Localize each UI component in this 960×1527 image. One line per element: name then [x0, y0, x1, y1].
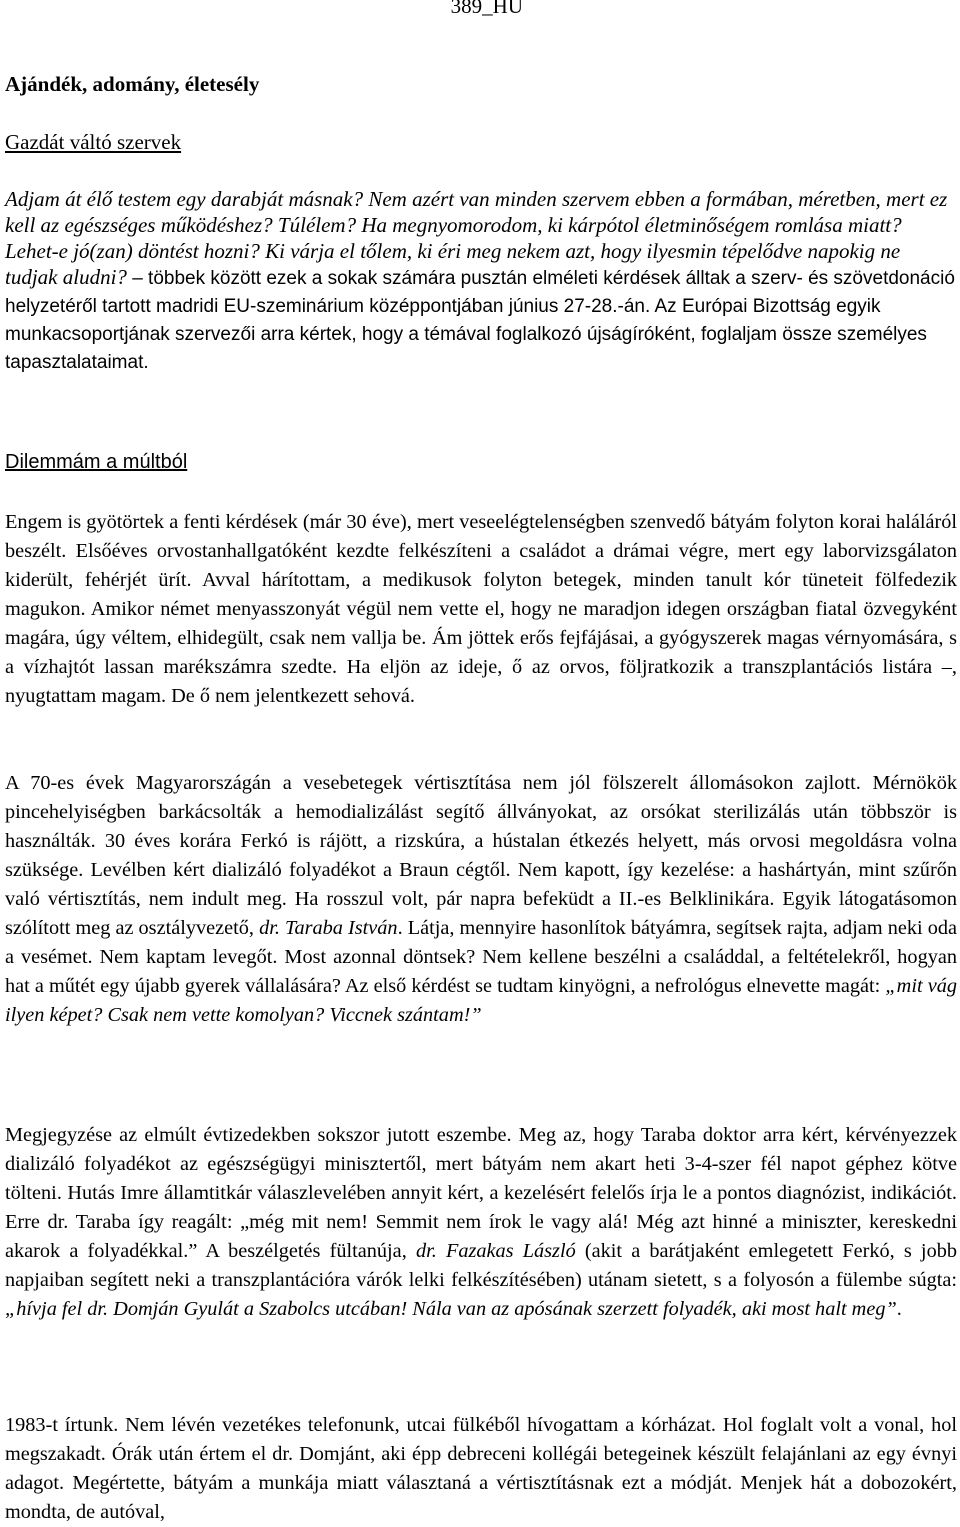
- doctor-name-taraba: dr. Taraba István: [259, 917, 398, 939]
- page-number: 389_HU: [450, 0, 523, 18]
- section-heading-organs: Gazdát váltó szervek: [5, 130, 182, 154]
- doctor-name-fazakas: dr. Fazakas László: [415, 1240, 576, 1262]
- paragraph-3: Megjegyzése az elmúlt évtizedekben sokszor jutott eszembe. Meg az, hogy Taraba doktor arra kért, kérvényezzek dializáló folyadékot az egészségügyi minisztertől, mert bátyám nem akart heti 3-4-szer fél napot géphez kötve tölteni. Hutás Imre államtitkár válaszlevelében annyit kért, a kezelésért felelős írja le a pontos diagnózist, indikációt. Erre dr. Taraba így reagált: „még mit nem! Semmit nem írok le vagy alá! Még azt hinné a miniszter, kereskedni akarok a folyadékkal.” A beszélgetés fültanúja, dr. Fazakas László (akit a barátjaként emlegetett Ferkó, s jobb napjaiban segített neki a transzplantációra várók lelki felkészítésében) utánam sietett, s a folyosón a fülembe súgta: „hívja fel dr. Domján Gyulát a Szabolcs utcában! Nála van az apósának szerzett folyadék, aki most halt meg”.: [5, 1124, 957, 1320]
- intro-questions: Adjam át élő testem egy darabját másnak? Nem azért van minden szervem ebben a formában, méretben, mert ez kell az egészséges működéshez? Túlélem? Ha megnyomorodom, ki kárpótol életminőségem romlása miatt? Lehet-e jó(zan) döntést hozni? Ki várja el tőlem, ki éri meg nekem azt, hogy ilyesmin tépelődve napokig ne tudjak aludni?: [5, 187, 948, 289]
- intro-context: – többek között ezek a sokak számára pusztán elméleti kérdések álltak a szerv- és szövetdonáció helyzetéről tartott madridi EU-szeminárium középpontjában június 27-28.-án. Az Európai Bizottság egyik munkacsoportjának szervezői arra kértek, hogy a témával foglalkozó újságíróként, foglaljam össze személyes tapasztalataimat.: [5, 268, 955, 373]
- paragraph-4: 1983-t írtunk. Nem lévén vezetékes telefonunk, utcai fülkéből hívogattam a kórházat. Hol foglalt volt a vonal, hol megszakadt. Órák után értem el dr. Domjánt, aki épp debreceni kollégái betegeinek készült felajánlani az egy évnyi adagot. Megértette, bátyám a munkája miatt választaná a vértisztításnak ezt a módját. Menjek hát a dobozokért, mondta, de autóval,: [5, 1414, 957, 1523]
- nephrologist-quote: „mit vág ilyen képet? Csak nem vette komolyan? Viccnek szántam!”: [5, 975, 957, 1026]
- paragraph-1: Engem is gyötörtek a fenti kérdések (már 30 éve), mert veseelégtelenségben szenvedő bátyám folyton korai haláláról beszélt. Elsőéves orvostanhallgatóként kezdte felkészíteni a családot a drámai végre, mert egy laborvizsgálaton kiderült, fehérjét ürít. Avval hárítottam, a medikusok folyton betegek, minden tanult kór tüneteit fölfedezik magukon. Amikor német menyasszonyát végül nem vette el, hogy ne maradjon idegen országban fiatal özvegyként magára, úgy véltem, elhidegült, csak nem vallja be. Ám jöttek erős fejfájásai, a gyógyszerek magas vérnyomására, s a vízhajtót lassan marékszámra szedte. Ha eljön az ideje, ő az orvos, följratkozik a transzplantációs listára –, nyugtattam magam. De ő nem jelentkezett sehová.: [5, 511, 957, 707]
- paragraph-2: A 70-es évek Magyarországán a vesebetegek vértisztítása nem jól fölszerelt állomásokon zajlott. Mérnökök pincehelyiségben barkácsolták a hemodializálást segítő állványokat, az orsókat sterilizálás után többször is használták. 30 éves korára Ferkó is rájött, a rizskúra, a hústalan étkezés helyett, más orvosi megoldásra volna szüksége. Levélben kért dializáló folyadékot a Braun cégtől. Nem kapott, így kezelése: a hashártyán, mint szűrőn való vértisztítás, nem indult meg. Ha rosszul volt, pár napra befeküdt a II.-es Belklinikára. Egyik látogatásomon szólított meg az osztályvezető, dr. Taraba István. Látja, mennyire hasonlítok bátyámra, segítsek rajta, adjam neki oda a vesémet. Nem kaptam levegőt. Most azonnal döntsek? Nem kellene beszélni a családdal, a feltételekről, hogyan hat a műtét egy újabb gyerek vállalására? Az első kérdést se tudtam kinyögni, a nefrológus elnevette magát: „mit vág ilyen képet? Csak nem vette komolyan? Viccnek szántam!”: [5, 772, 957, 1026]
- intro-paragraph: [5, 186, 955, 376]
- article-title: Ajándék, adomány, életesély: [5, 72, 260, 96]
- whisper-quote: „hívja fel dr. Domján Gyulát a Szabolcs utcában! Nála van az apósának szerzett folyadék, aki most halt meg”: [5, 1298, 897, 1320]
- section-heading-dilemma: Dilemmám a múltból: [5, 451, 188, 473]
